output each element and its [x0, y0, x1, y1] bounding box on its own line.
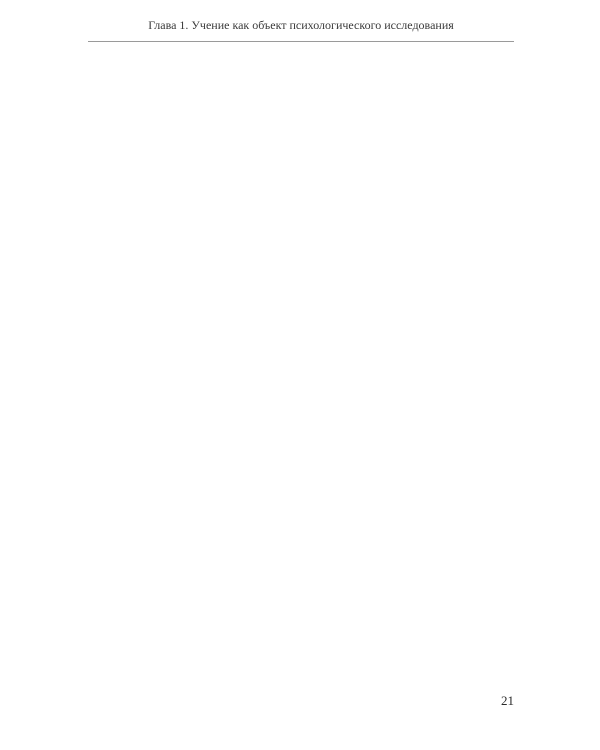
page-number: 21 — [501, 693, 514, 708]
running-header: Глава 1. Учение как объект психологического исследования — [148, 18, 454, 32]
header-divider — [88, 41, 514, 42]
